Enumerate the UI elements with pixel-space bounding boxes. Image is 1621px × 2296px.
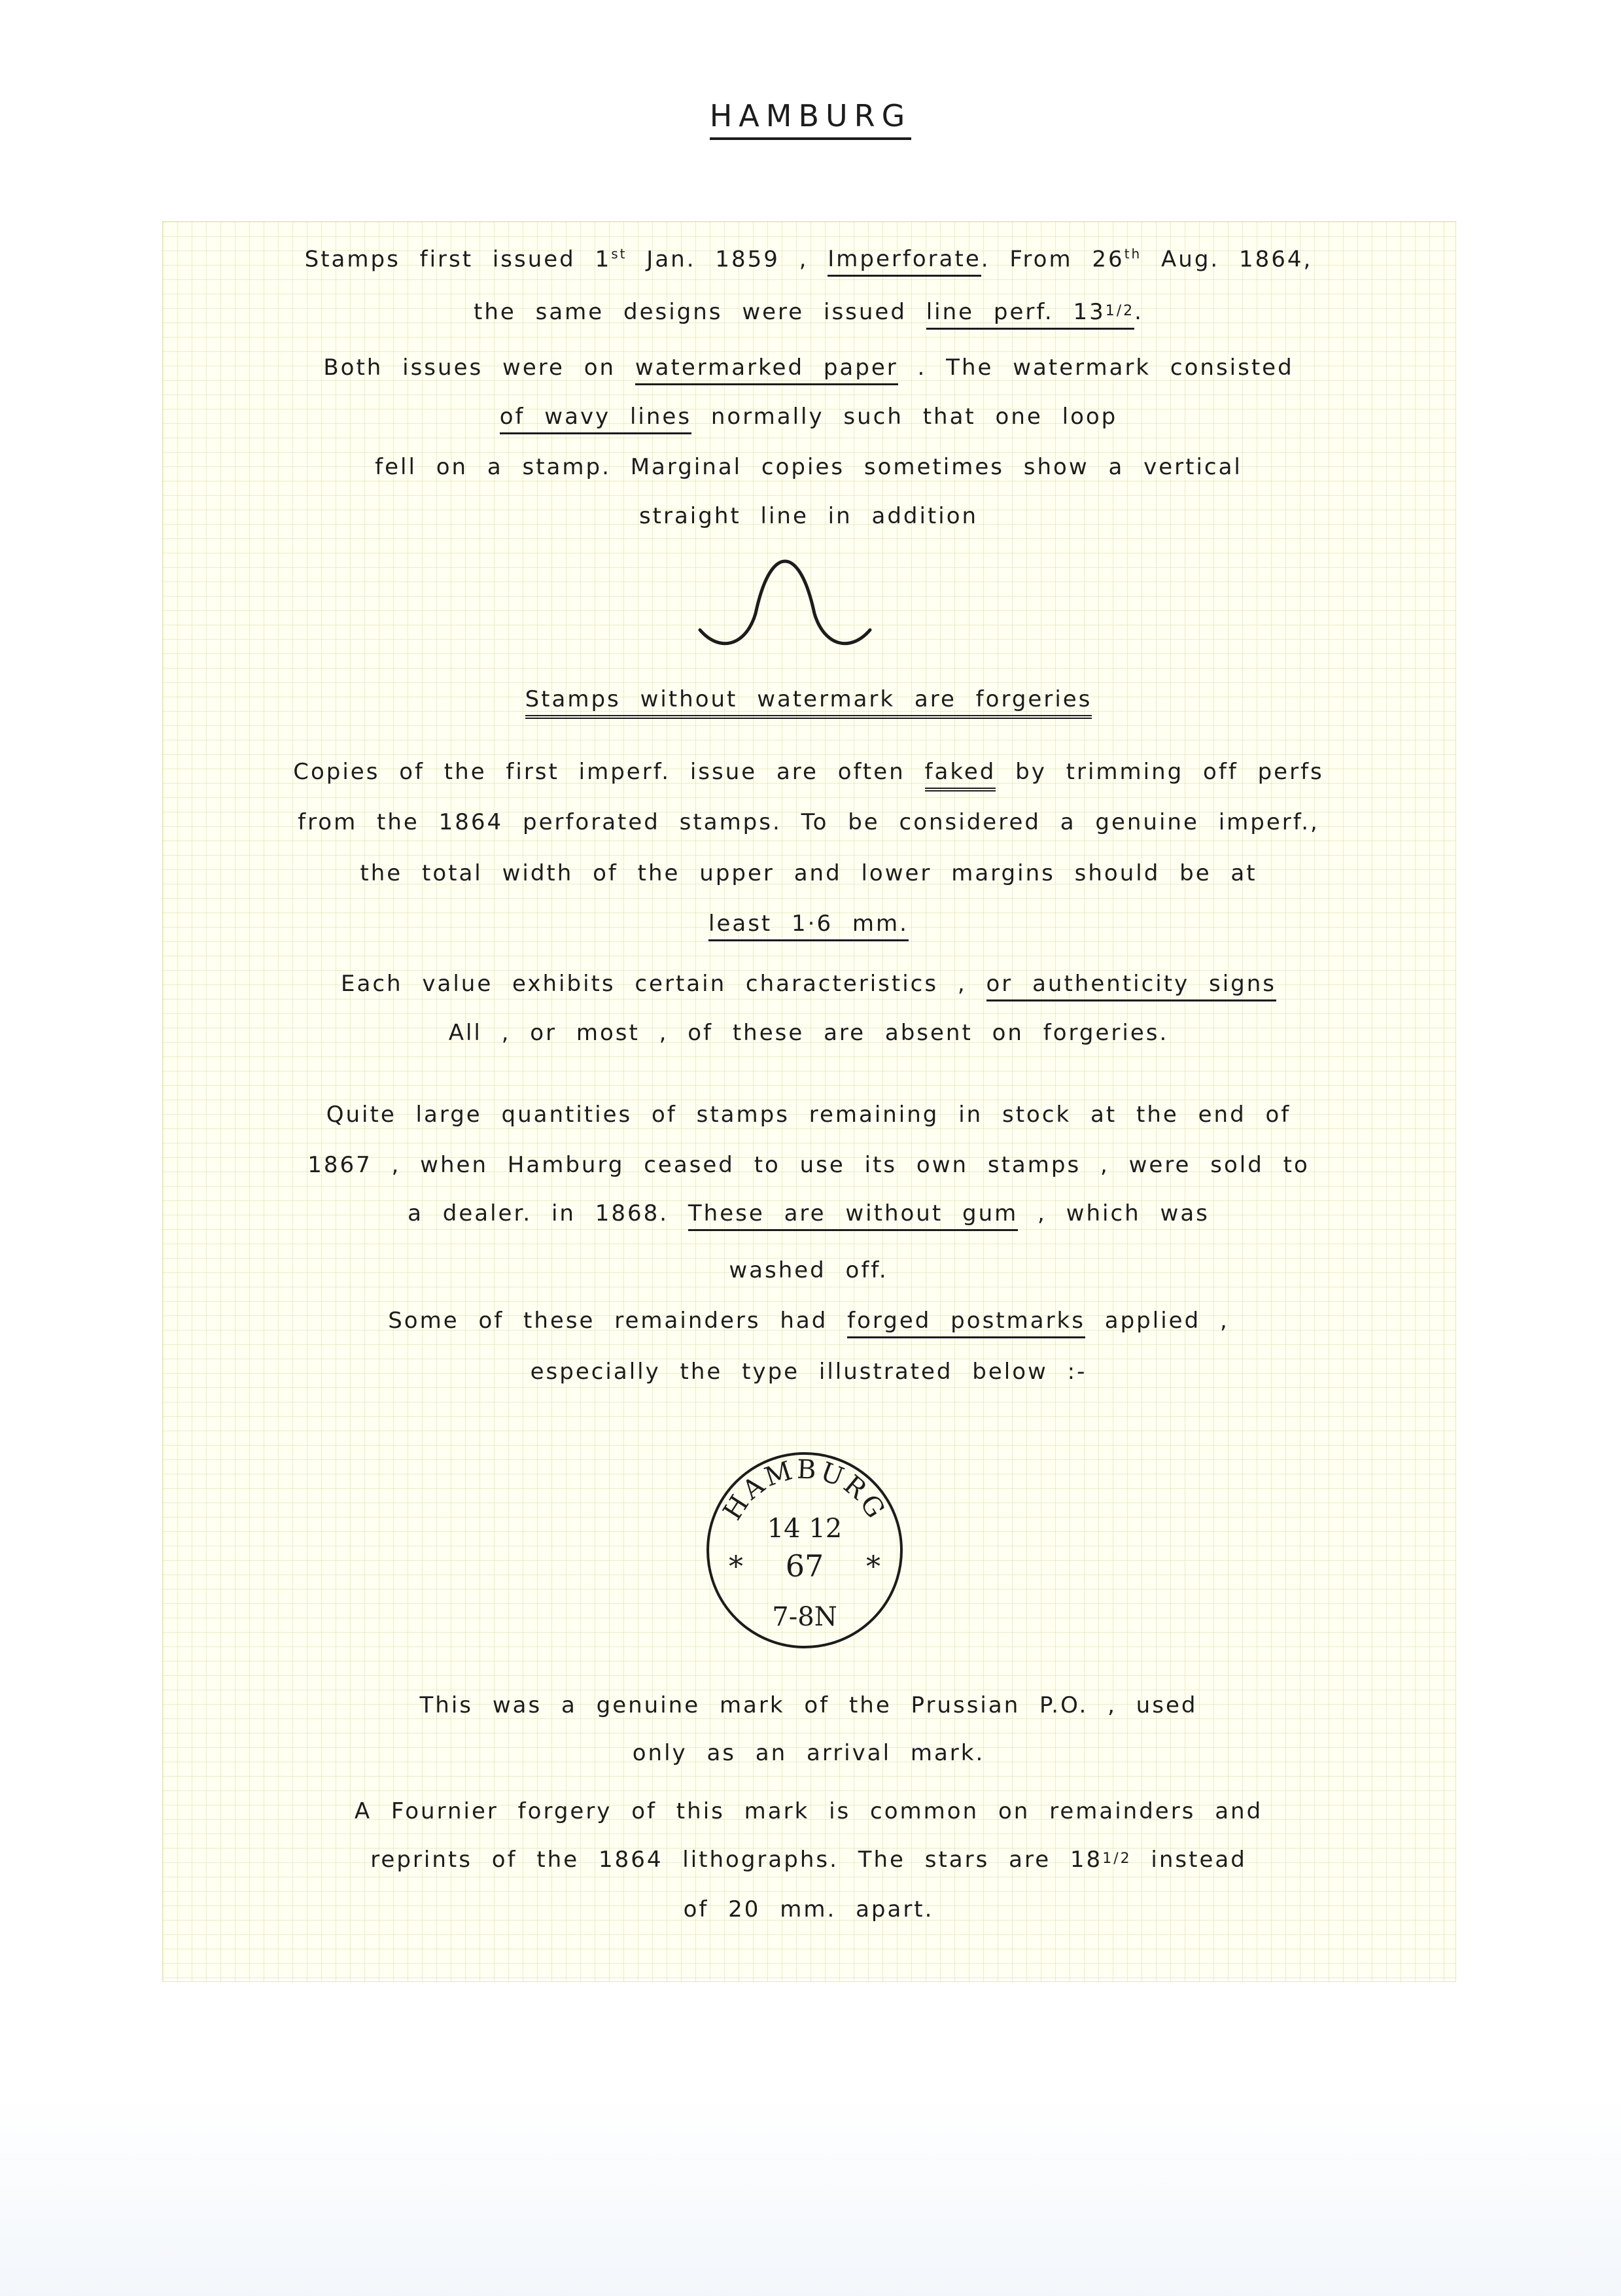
hamburg-postmark-drawing bbox=[700, 1446, 909, 1655]
p7-line-2: only as an arrival mark. bbox=[632, 1740, 985, 1766]
p2-l1b: . The watermark consisted bbox=[898, 355, 1294, 381]
scan-bottom-tint bbox=[0, 2093, 1621, 2296]
p6-l1b: applied , bbox=[1085, 1308, 1229, 1334]
p1-l1sup: st bbox=[611, 246, 627, 262]
p1-l1sup2: th bbox=[1124, 246, 1142, 262]
p1-l2u: line perf. 13 bbox=[926, 299, 1106, 325]
p7-l4frac: 1/2 bbox=[1102, 1851, 1132, 1867]
p5-line-2: 1867 , when Hamburg ceased to use its own stamps , were sold to bbox=[307, 1152, 1310, 1178]
p5-l3b: , which was bbox=[1018, 1200, 1210, 1226]
p3-line-4 bbox=[162, 913, 1455, 935]
p7-line-5: of 20 mm. apart. bbox=[683, 1896, 934, 1922]
postmark-right-star: * bbox=[866, 1550, 880, 1584]
p1-line-1 bbox=[162, 246, 1455, 273]
postmark-year: 67 bbox=[785, 1548, 824, 1584]
p6-line-1 bbox=[162, 1310, 1455, 1332]
postmark-left-star: * bbox=[729, 1550, 743, 1584]
without-gum-underlined: These are without gum bbox=[688, 1200, 1018, 1231]
p4-line-2: All , or most , of these are absent on forgeries. bbox=[448, 1020, 1169, 1046]
p1-line-2 bbox=[162, 301, 1455, 323]
p4-line-1 bbox=[162, 973, 1455, 995]
p2-line-3: fell on a stamp. Marginal copies sometimes show a vertical bbox=[375, 454, 1242, 480]
p2-l1a: Both issues were on bbox=[323, 355, 635, 381]
p2-line-4: straight line in addition bbox=[638, 503, 979, 529]
imperforate-underlined: Imperforate bbox=[828, 246, 981, 277]
p4-l1a: Each value exhibits certain characteristics , bbox=[341, 971, 986, 997]
p1-l2frac: 1/2 bbox=[1105, 303, 1135, 319]
p7-l4a: reprints of the 1864 lithographs. The stars are 18 bbox=[370, 1847, 1103, 1873]
postmark-bottom-code: 7-8N bbox=[772, 1602, 837, 1632]
least-margin-underlined: least 1·6 mm. bbox=[708, 911, 909, 941]
authenticity-signs-underlined: or authenticity signs bbox=[986, 971, 1277, 1001]
p7-line-3: A Fournier forgery of this mark is common on remainders and bbox=[354, 1798, 1263, 1824]
p6-line-2: especially the type illustrated below :- bbox=[530, 1359, 1087, 1385]
watermarked-paper-underlined: watermarked paper bbox=[635, 355, 898, 385]
p3-l1b: by trimming off perfs bbox=[996, 759, 1324, 785]
postmark-arc-text: HAMBURG bbox=[717, 1454, 892, 1526]
p1-l2a: the same designs were issued bbox=[474, 299, 926, 325]
p3-line-2: from the 1864 perforated stamps. To be considered a genuine imperf., bbox=[298, 809, 1319, 835]
p5-line-1: Quite large quantities of stamps remaining in stock at the end of bbox=[326, 1102, 1291, 1128]
title-text: HAMBURG bbox=[710, 98, 912, 140]
wavy-lines-underlined: of wavy lines bbox=[500, 404, 691, 434]
faked-underlined: faked bbox=[925, 759, 996, 791]
line-perf-underlined bbox=[926, 299, 1134, 330]
p7-l4b: instead bbox=[1131, 1847, 1247, 1873]
p6-l1a: Some of these remainders had bbox=[388, 1308, 848, 1334]
p3-l1a: Copies of the first imperf. issue are often bbox=[293, 759, 925, 785]
p2-line-2 bbox=[162, 406, 1455, 428]
p7-line-1: This was a genuine mark of the Prussian P.O. , used bbox=[419, 1692, 1198, 1718]
watermark-loop-drawing bbox=[693, 555, 877, 653]
p2-line-1 bbox=[162, 357, 1455, 379]
forgery-heading bbox=[162, 688, 1455, 710]
postmark-date: 14 12 bbox=[767, 1514, 843, 1544]
p3-line-3: the total width of the upper and lower margins should be at bbox=[360, 860, 1257, 886]
forgery-heading-text: Stamps without watermark are forgeries bbox=[525, 686, 1092, 719]
p5-line-3 bbox=[162, 1202, 1455, 1225]
p7-line-4 bbox=[162, 1849, 1455, 1871]
p1-l1b: Jan. 1859 , bbox=[627, 246, 828, 273]
page-title bbox=[0, 98, 1621, 133]
p5-line-4: washed off. bbox=[729, 1257, 888, 1283]
p5-l3a: a dealer. in 1868. bbox=[408, 1200, 688, 1226]
p1-l1c: . From 26 bbox=[981, 246, 1124, 273]
p2-l2b: normally such that one loop bbox=[691, 404, 1118, 430]
p1-l1d: Aug. 1864, bbox=[1142, 246, 1313, 273]
p3-line-1 bbox=[162, 761, 1455, 783]
p1-l2b: . bbox=[1134, 299, 1143, 325]
forged-postmarks-underlined: forged postmarks bbox=[847, 1308, 1085, 1338]
p1-l1a: Stamps first issued 1 bbox=[304, 246, 612, 273]
